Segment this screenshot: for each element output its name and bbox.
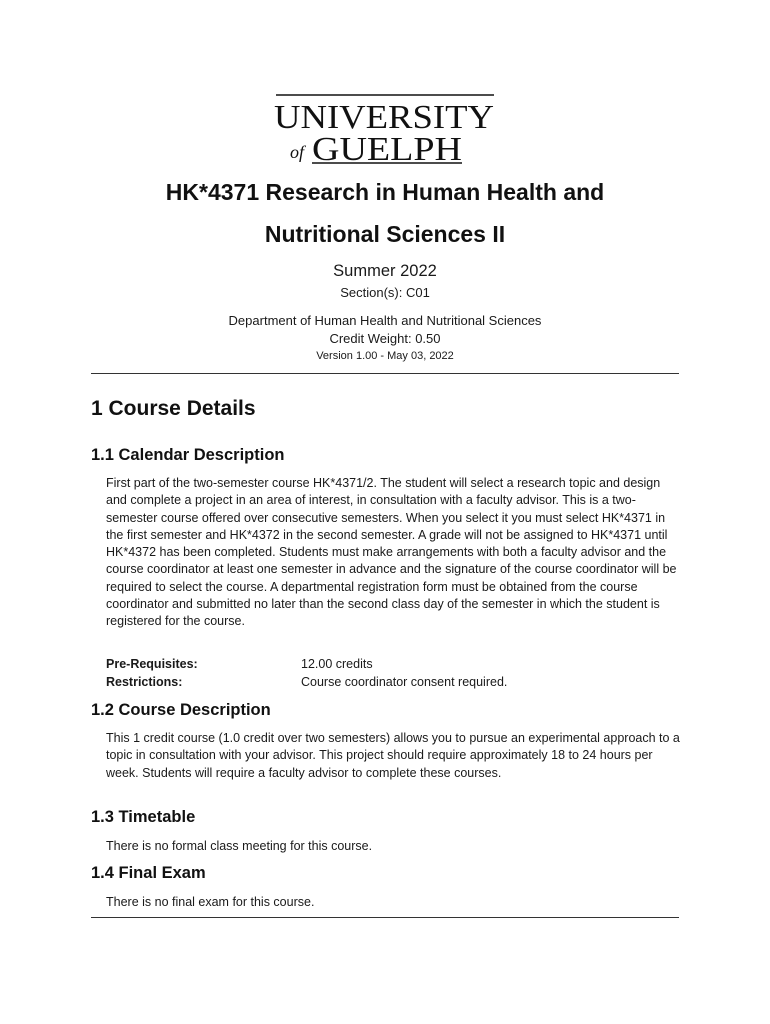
section-heading-course-details: 1 Course Details <box>91 397 256 420</box>
restrictions-value: Course coordinator consent required. <box>301 675 508 689</box>
subheading-calendar-description: 1.1 Calendar Description <box>91 446 285 464</box>
credit-weight: Credit Weight: 0.50 <box>329 331 441 346</box>
department: Department of Human Health and Nutritional Sciences <box>228 313 542 328</box>
restrictions-label: Restrictions: <box>106 675 183 689</box>
course-title-line2: Nutritional Sciences II <box>264 221 506 247</box>
subheading-timetable: 1.3 Timetable <box>91 808 196 826</box>
sections: Section(s): C01 <box>340 285 430 300</box>
university-logo <box>272 92 498 168</box>
subheading-final-exam: 1.4 Final Exam <box>91 864 206 882</box>
logo-line2: GUELPH <box>312 131 462 168</box>
subheading-course-description: 1.2 Course Description <box>91 701 271 719</box>
prerequisites-value: 12.00 credits <box>301 657 373 671</box>
version: Version 1.00 - May 03, 2022 <box>316 350 454 362</box>
divider-top <box>91 373 679 374</box>
course-description-text: This 1 credit course (1.0 credit over two semesters) allows you to pursue an experimental approach to a topic in consultation with your advisor. This project should require approximately 18 to 24 hours per week. Students will require a faculty advisor to complete these courses. <box>106 731 680 780</box>
calendar-description-text: First part of the two-semester course HK*4371/2. The student will select a research topic and design and complete a project in an area of interest, in consultation with a faculty advisor. This is a two-semester course offered over consecutive semesters. When you select it you must select HK*4371 in the first semester and HK*4372 in the second semester. A grade will not be assigned to HK*4371 until HK*4372 has been completed. Students must make arrangements with both a faculty advisor and the course coordinator at least one semester in advance and the signature of the course coordinator will be required to select the course. A departmental registration form must be obtained from the course coordinator and submitted no later than the second class day of the semester in which the student is registered for the course. <box>106 476 677 629</box>
timetable-text: There is no formal class meeting for this course. <box>106 839 373 853</box>
divider-bottom <box>91 917 679 918</box>
final-exam-text: There is no final exam for this course. <box>106 895 315 909</box>
logo-of: of <box>290 142 305 162</box>
course-title-line1: HK*4371 Research in Human Health and <box>165 179 605 205</box>
term: Summer 2022 <box>333 262 437 280</box>
prerequisites-label: Pre-Requisites: <box>106 657 198 671</box>
logo-line1: UNIVERSITY <box>274 99 494 136</box>
